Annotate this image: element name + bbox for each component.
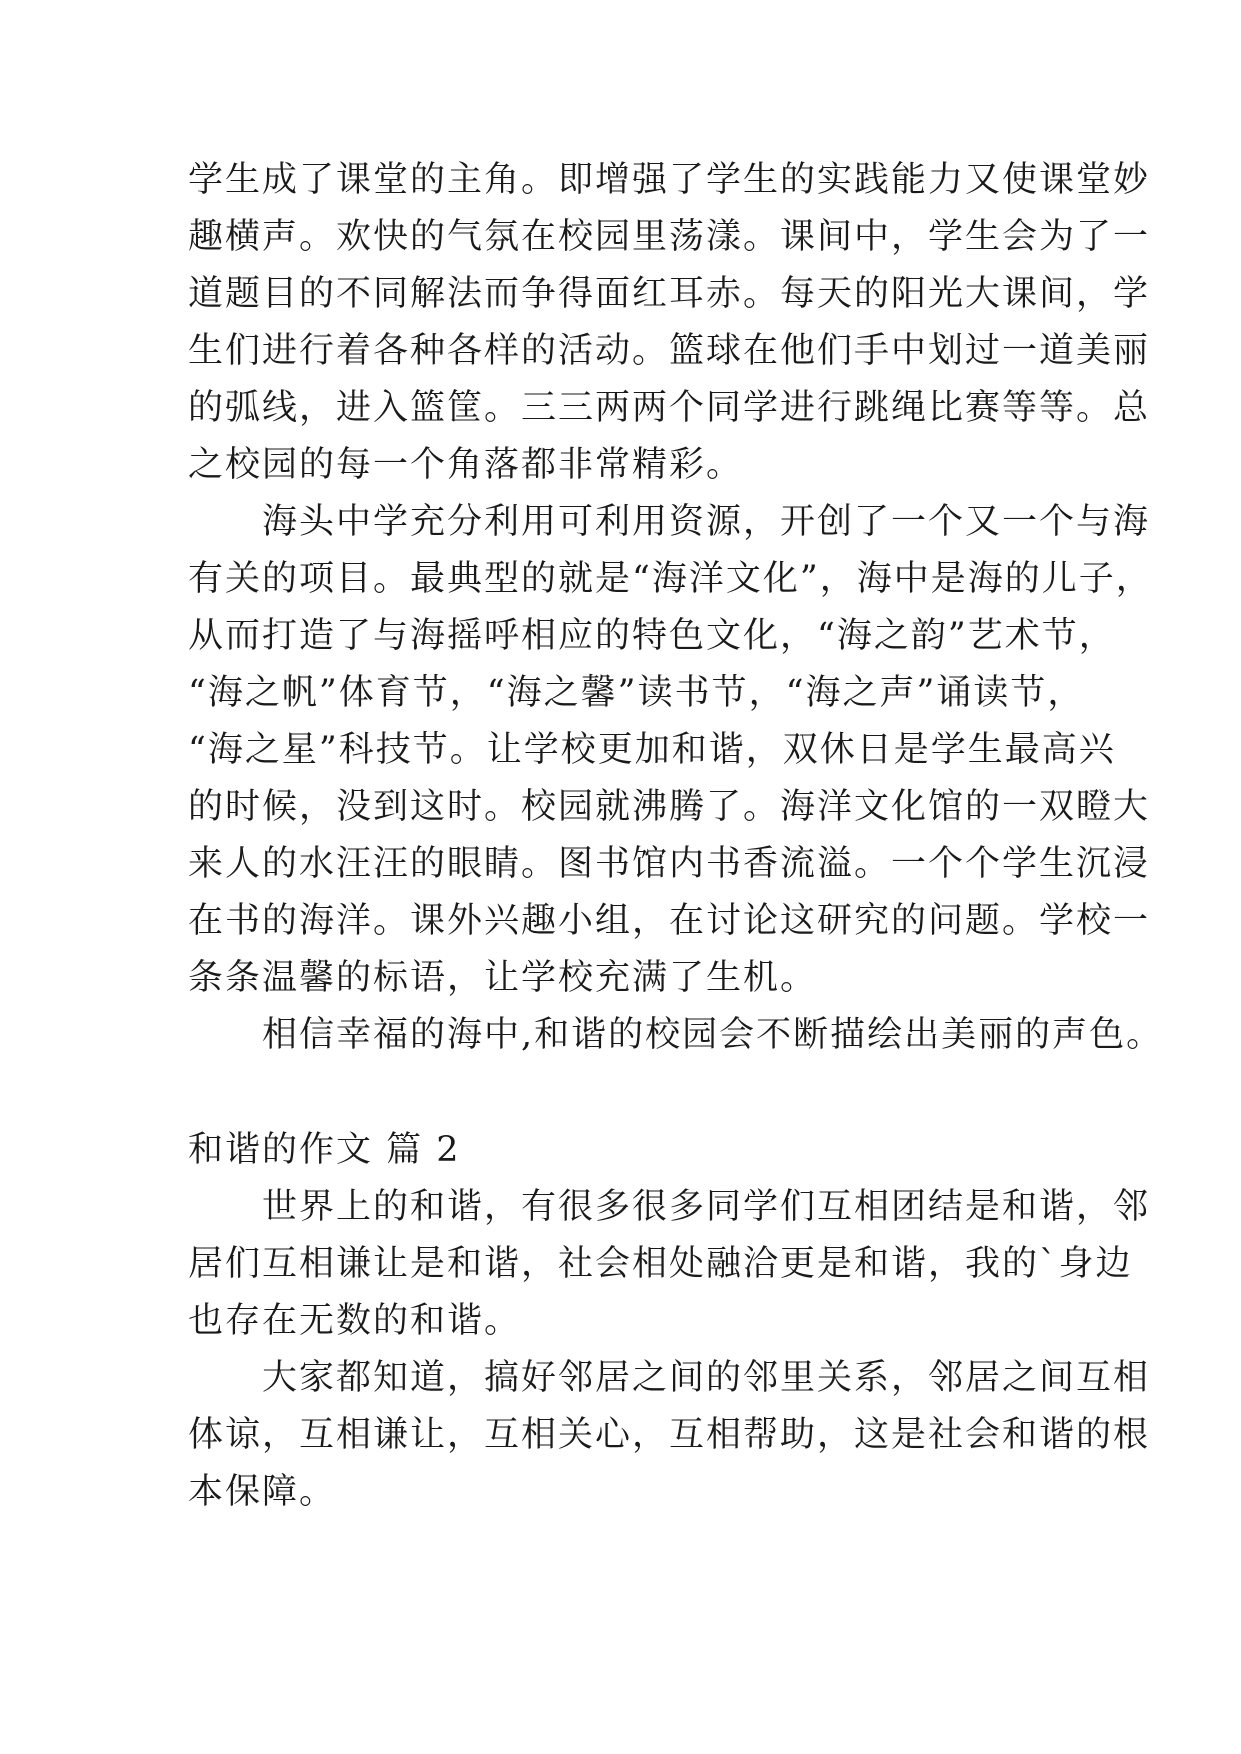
- text-line: 之校园的每一个角落都非常精彩。: [188, 445, 744, 485]
- text-line: 道题目的不同解法而争得面红耳赤。每天的阳光大课间，学: [188, 274, 1151, 314]
- text-line: 也存在无数的和谐。: [188, 1301, 522, 1341]
- text-line: 条条温馨的标语，让学校充满了生机。: [188, 958, 818, 998]
- text-line: 相信幸福的海中,和谐的校园会不断描绘出美丽的声色。: [188, 1015, 1164, 1055]
- paragraph-3: [188, 1007, 1164, 1064]
- paragraph-4: [188, 1179, 1151, 1350]
- text-line: 生们进行着各种各样的活动。篮球在他们手中划过一道美丽: [188, 331, 1151, 371]
- text-line: 从而打造了与海摇呼相应的特色文化，“海之韵”艺术节，: [188, 616, 1116, 656]
- section-heading: 和谐的作文 篇 2: [188, 1130, 461, 1170]
- text-line: 体谅，互相谦让，互相关心，互相帮助，这是社会和谐的根: [188, 1415, 1151, 1455]
- section-spacer: [188, 1064, 1068, 1122]
- text-line: “海之星”科技节。让学校更加和谐，双休日是学生最高兴: [188, 730, 1116, 770]
- text-line: 的时候，没到这时。校园就沸腾了。海洋文化馆的一双瞪大: [188, 787, 1151, 827]
- text-line: 来人的水汪汪的眼睛。图书馆内书香流溢。一个个学生沉浸: [188, 844, 1151, 884]
- text-line: 本保障。: [188, 1472, 337, 1512]
- text-line: 海头中学充分利用可利用资源，开创了一个又一个与海: [188, 502, 1151, 542]
- text-line: 趣横声。欢快的气氛在校园里荡漾。课间中，学生会为了一: [188, 217, 1151, 257]
- text-line: “海之帆”体育节，“海之馨”读书节，“海之声”诵读节，: [188, 673, 1085, 713]
- text-line: 的弧线，进入篮筐。三三两两个同学进行跳绳比赛等等。总: [188, 388, 1151, 428]
- text-line: 有关的项目。最典型的就是“海洋文化”，海中是海的儿子，: [188, 559, 1153, 599]
- document-page: [188, 152, 1164, 1521]
- text-line: 世界上的和谐，有很多很多同学们互相团结是和谐，邻: [188, 1187, 1151, 1227]
- paragraph-5: [188, 1350, 1151, 1521]
- text-line: 学生成了课堂的主角。即增强了学生的实践能力又使课堂妙: [188, 160, 1151, 200]
- paragraph-2: [188, 494, 1153, 1007]
- text-line: 在书的海洋。课外兴趣小组，在讨论这研究的问题。学校一: [188, 901, 1151, 941]
- text-line: 大家都知道，搞好邻居之间的邻里关系，邻居之间互相: [188, 1358, 1151, 1398]
- paragraph-1: [188, 152, 1151, 494]
- text-line: 居们互相谦让是和谐，社会相处融洽更是和谐，我的`身边: [188, 1244, 1133, 1284]
